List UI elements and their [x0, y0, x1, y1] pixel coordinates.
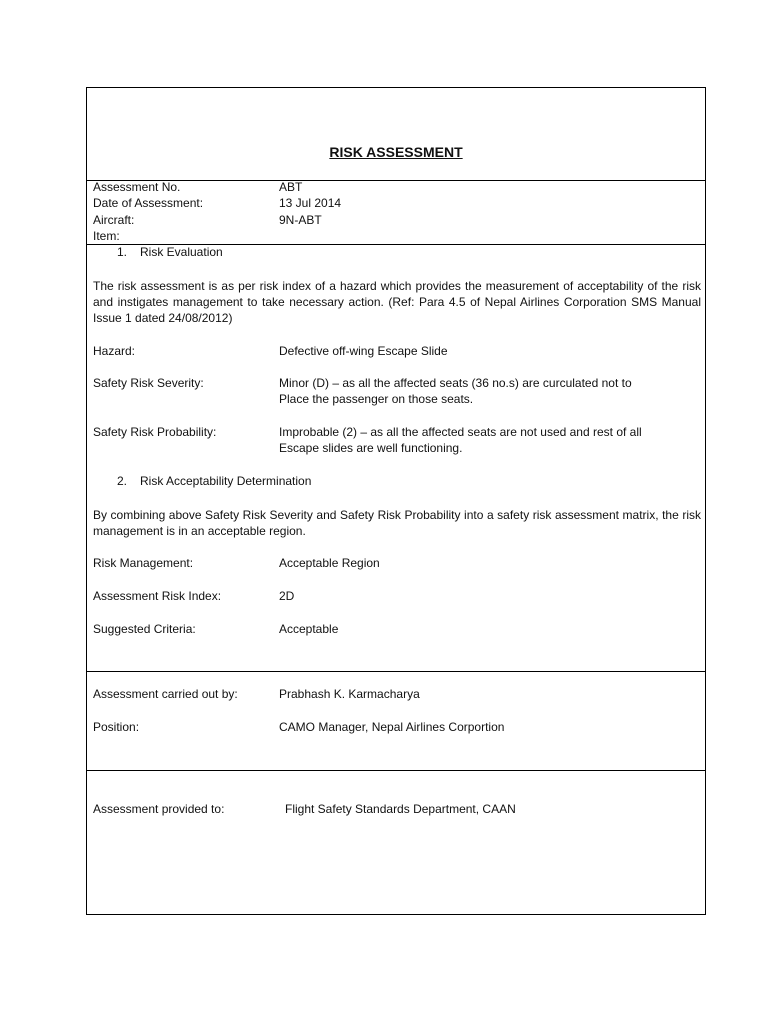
section-number: 1.: [117, 245, 128, 259]
severity-value-line1: Minor (D) – as all the affected seats (36 no.s) are curculated not to: [279, 376, 632, 390]
risk-management-value: Acceptable Region: [279, 556, 380, 570]
date-value: 13 Jul 2014: [279, 196, 342, 210]
provided-to-value: Flight Safety Standards Department, CAAN: [285, 802, 516, 816]
risk-index-value: 2D: [279, 589, 295, 603]
severity-value-line2: Place the passenger on those seats.: [279, 392, 474, 406]
assessment-no-label: Assessment No.: [93, 180, 181, 194]
risk-management-label: Risk Management:: [93, 556, 194, 570]
assessment-no-value: ABT: [279, 180, 303, 194]
document-title: RISK ASSESSMENT: [329, 144, 463, 160]
carried-out-label: Assessment carried out by:: [93, 687, 238, 701]
combine-paragraph: By combining above Safety Risk Severity and Safety Risk Probability into a safety risk assessment matrix, the risk management is in an acceptable region.: [93, 508, 701, 538]
divider: [87, 671, 705, 672]
section-title: Risk Acceptability Determination: [140, 474, 312, 488]
criteria-value: Acceptable: [279, 622, 339, 636]
intro-paragraph: The risk assessment is as per risk index of a hazard which provides the measurement of acceptability of the risk and instigates management to take necessary action. (Ref: Para 4.5 of Nepal Airlines Corporation SMS Manual Issue 1 dated 24/08/2012): [93, 279, 701, 325]
section-title: Risk Evaluation: [140, 245, 223, 259]
divider: [87, 770, 705, 771]
severity-label: Safety Risk Severity:: [93, 376, 204, 390]
carried-out-value: Prabhash K. Karmacharya: [279, 687, 420, 701]
date-label: Date of Assessment:: [93, 196, 204, 210]
probability-value-line2: Escape slides are well functioning.: [279, 441, 463, 455]
aircraft-value: 9N-ABT: [279, 213, 322, 227]
probability-value-line1: Improbable (2) – as all the affected seats are not used and rest of all: [279, 425, 642, 439]
probability-label: Safety Risk Probability:: [93, 425, 217, 439]
hazard-label: Hazard:: [93, 344, 136, 358]
risk-assessment-form: [86, 87, 706, 915]
risk-index-label: Assessment Risk Index:: [93, 589, 222, 603]
aircraft-label: Aircraft:: [93, 213, 135, 227]
criteria-label: Suggested Criteria:: [93, 622, 196, 636]
section-number: 2.: [117, 474, 128, 488]
position-label: Position:: [93, 720, 140, 734]
position-value: CAMO Manager, Nepal Airlines Corportion: [279, 720, 505, 734]
hazard-value: Defective off-wing Escape Slide: [279, 344, 448, 358]
item-label: Item:: [93, 229, 120, 243]
provided-to-label: Assessment provided to:: [93, 802, 225, 816]
